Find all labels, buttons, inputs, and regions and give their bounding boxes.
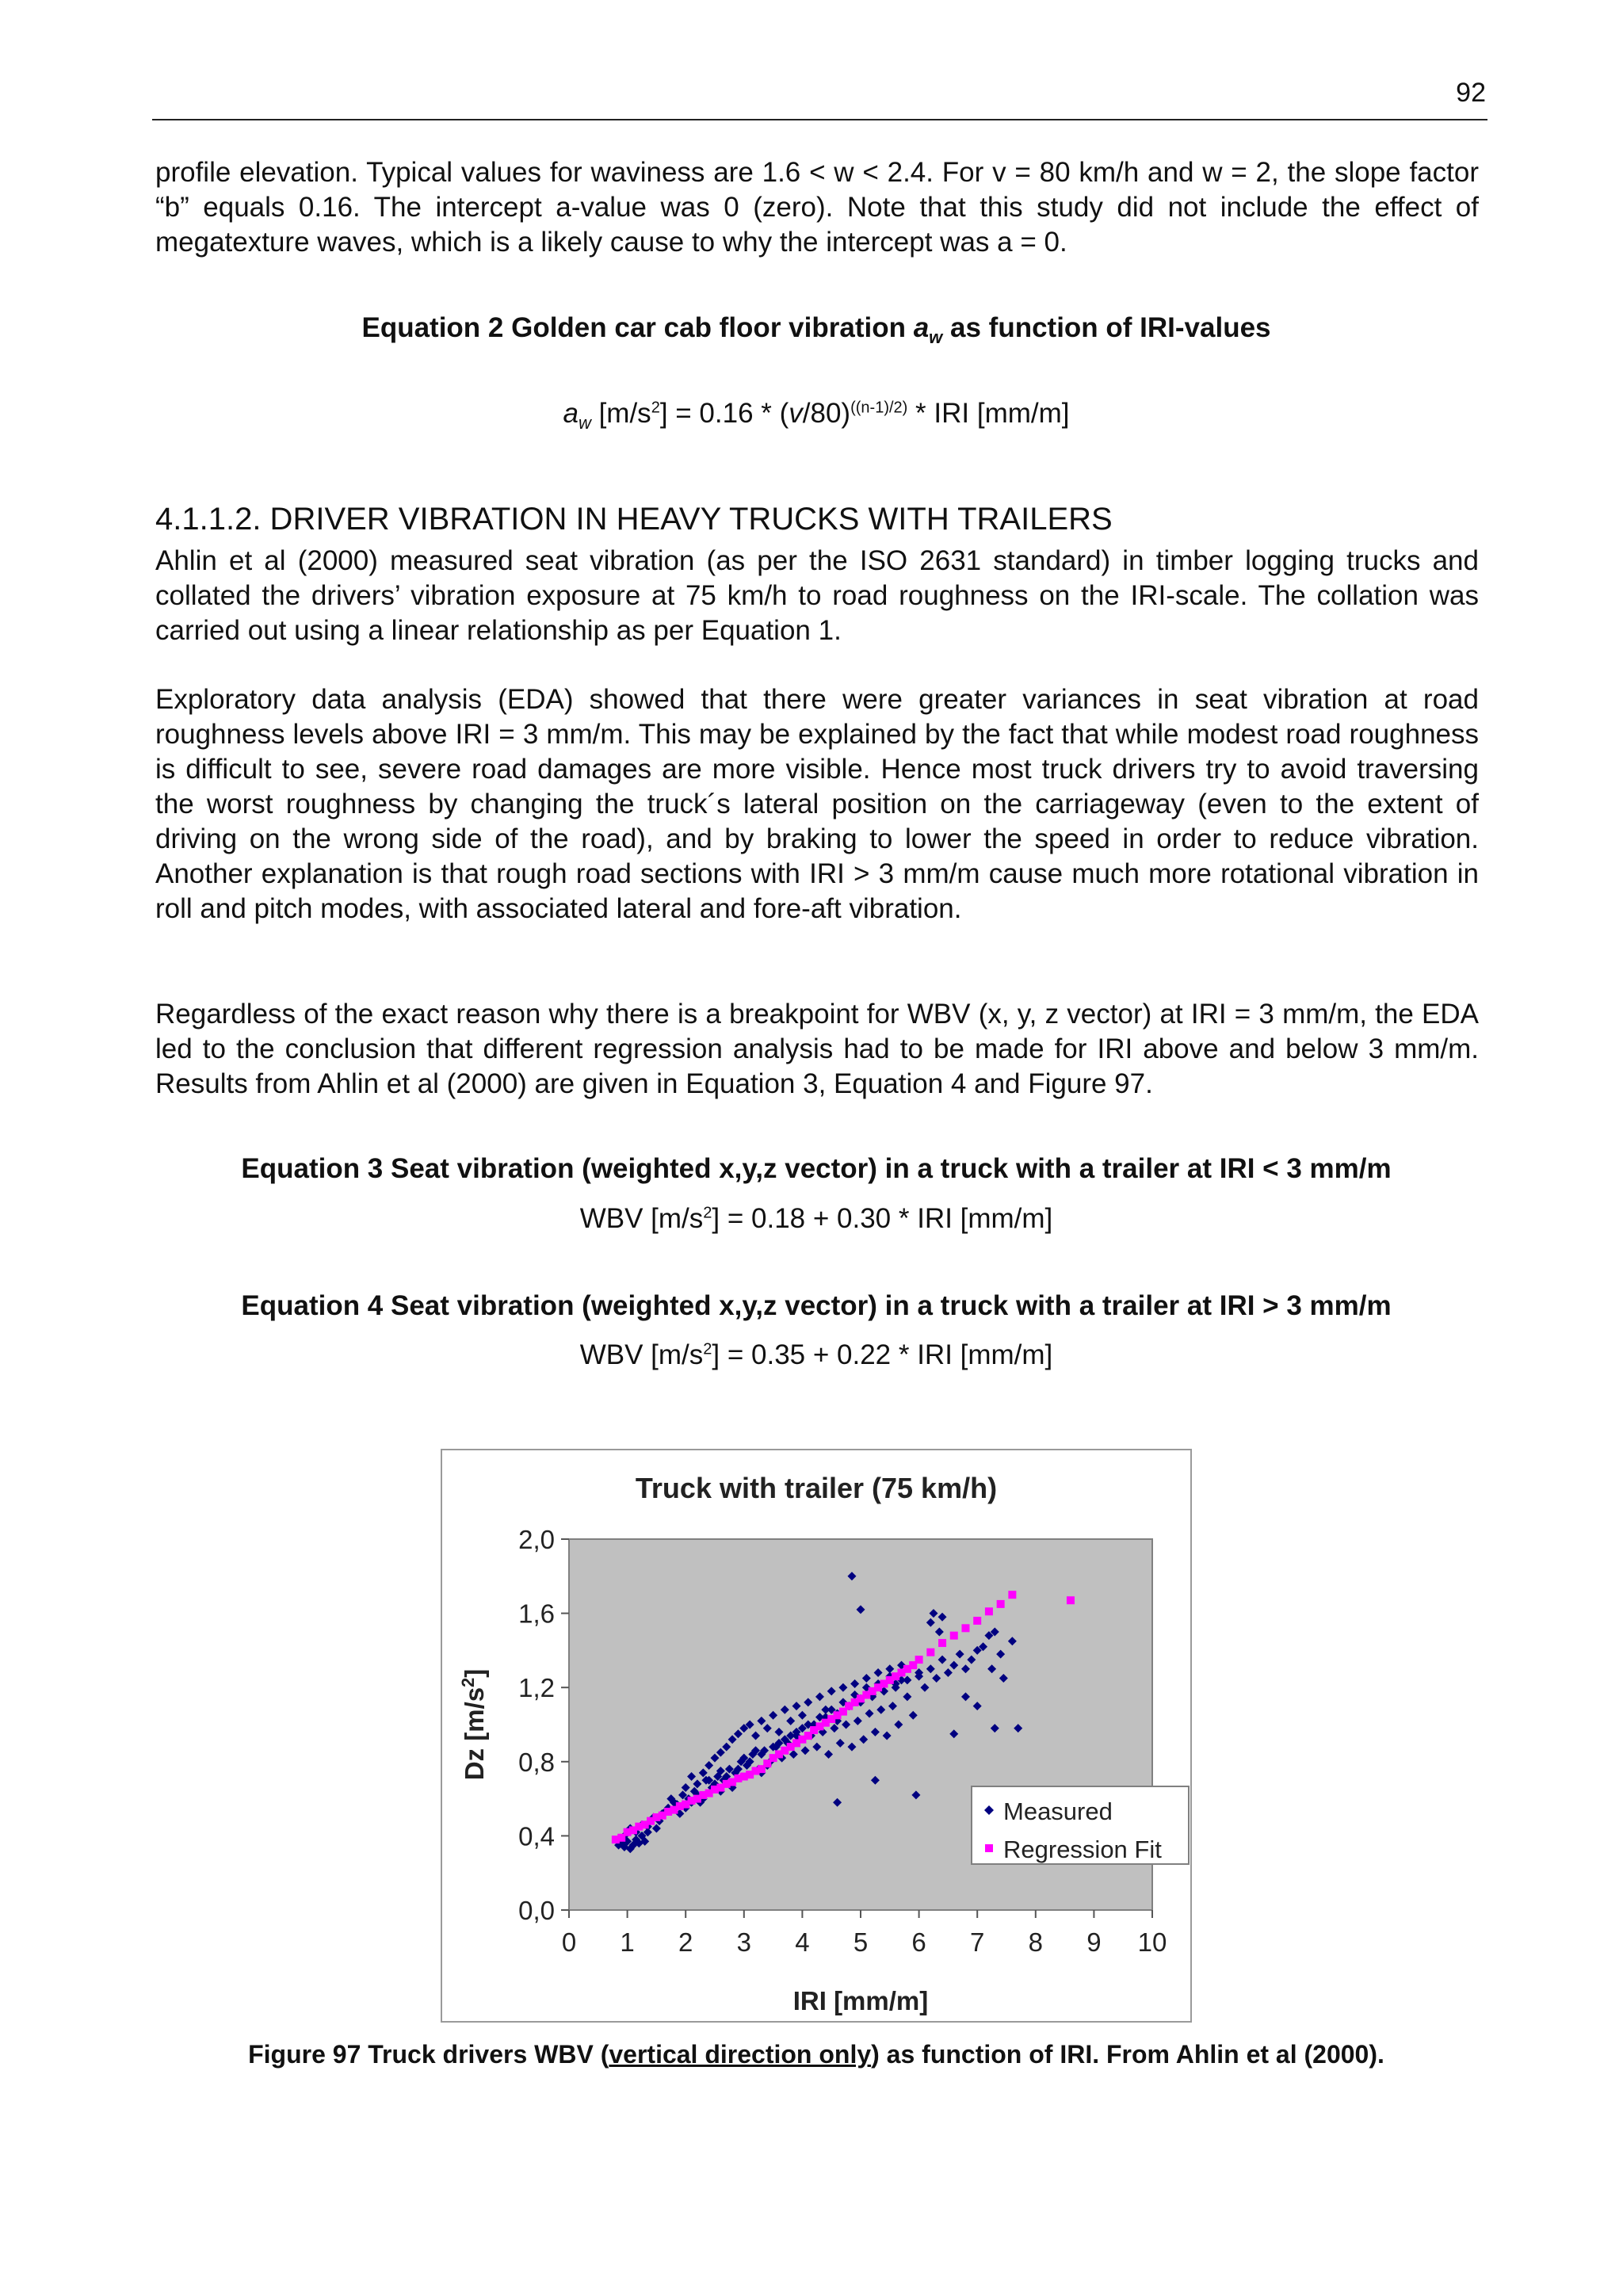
equation-2-title: Equation 2 Golden car cab floor vibration $a_w$ as function of IRI-values [361,312,1271,347]
figure-97-chart [441,1449,1192,2023]
equation-2-formula: $a_w$ $[m/s^2] = 0.16 * (v/80)^{((n-1)/2)}$ * IRI [mm/m] [563,398,1070,433]
x-tick-label: 6 [911,1927,926,1957]
equation-3-formula: WBV $[m/s^2] = 0.18 + 0.30$ * IRI [mm/m] [579,1203,1053,1234]
page-number: 92 [1456,78,1486,108]
legend-label-measured: Measured [1003,1797,1113,1825]
x-tick-label: 10 [1137,1927,1167,1957]
chart-title: Truck with trailer (75 km/h) [635,1472,998,1504]
regression-point [973,1617,981,1625]
paragraph-1: profile elevation. Typical values for waviness are 1.6 < w < 2.4. For v = 80 km/h and w = 2, the slope factor “b” equals 0.16. The intercept a-value was 0 (zero). Note that this study did not include the effect of megatexture waves, which is a likely cause to why the intercept was a = 0. [155,157,1479,258]
regression-point [950,1632,958,1640]
legend-label-regression: Regression Fit [1003,1836,1162,1863]
x-tick-label: 7 [970,1927,985,1957]
regression-point [926,1648,934,1656]
x-tick-label: 1 [620,1927,635,1957]
header-rule [152,119,1487,120]
section-heading: 4.1.1.2. DRIVER VIBRATION IN HEAVY TRUCKS WITH TRAILERS [155,502,1113,537]
x-tick-label: 0 [561,1927,577,1957]
y-tick-label: 2,0 [518,1525,555,1554]
y-tick-label: 0,4 [518,1821,555,1851]
regression-point [961,1624,969,1632]
regression-point [938,1639,946,1647]
paragraph-3: Exploratory data analysis (EDA) showed that there were greater variances in seat vibration at road roughness levels above IRI = 3 mm/m. This may be explained by the fact that while modest road roughness is difficult to see, severe road damages are more visible. Hence most truck drivers try to avoid traversing the worst roughness by changing the truck´s lateral position on the carriageway (even to the extent of driving on the wrong side of the road), and by braking to lower the speed in order to reduce vibration. Another explanation is that rough road sections with IRI > 3 mm/m cause much more rotational vibration in roll and pitch modes, with associated lateral and fore-aft vibration. [155,684,1479,924]
y-tick-label: 1,6 [518,1599,555,1629]
paragraph-4: Regardless of the exact reason why there is a breakpoint for WBV (x, y, z vector) at IRI = 3 mm/m, the EDA led to the conclusion that different regression analysis had to be made for IRI above and below 3 mm/m. Results from Ahlin et al (2000) are given in Equation 3, Equation 4 and Figure 97. [155,999,1479,1099]
x-tick-label: 9 [1086,1927,1102,1957]
y-tick-label: 0,0 [518,1896,555,1925]
equation-4-title: Equation 4 Seat vibration (weighted x,y,z vector) in a truck with a trailer at IRI > 3 mm/m [241,1290,1392,1321]
x-tick-label: 4 [795,1927,810,1957]
regression-point [1067,1596,1075,1604]
y-tick-label: 0,8 [518,1747,555,1777]
x-tick-label: 8 [1028,1927,1043,1957]
legend-marker-regression [985,1844,993,1852]
regression-point [915,1656,923,1664]
figure-caption: Figure 97 Truck drivers WBV (vertical direction only) as function of IRI. From Ahlin et al (2000). [248,2040,1384,2069]
equation-4-formula: WBV $[m/s^2] = 0.35 + 0.22$ * IRI [mm/m] [579,1339,1053,1370]
x-axis-label: IRI [mm/m] [792,1986,929,2015]
regression-point [985,1607,993,1615]
y-tick-label: 1,2 [518,1673,555,1703]
equation-3-title: Equation 3 Seat vibration (weighted x,y,z vector) in a truck with a trailer at IRI < 3 mm/m [241,1153,1392,1184]
x-tick-label: 3 [736,1927,751,1957]
regression-point [1008,1591,1016,1599]
scatter-chart [442,1450,1190,2021]
x-tick-label: 2 [678,1927,693,1957]
regression-point [997,1600,1005,1608]
paragraph-2: Ahlin et al (2000) measured seat vibration (as per the ISO 2631 standard) in timber logging trucks and collated the drivers’ vibration exposure at 75 km/h to road roughness on the IRI-scale. The collation was carried out using a linear relationship as per Equation 1. [155,545,1479,646]
y-axis-label: Dz $[m/s^2]$ [458,1668,489,1781]
x-tick-label: 5 [853,1927,869,1957]
